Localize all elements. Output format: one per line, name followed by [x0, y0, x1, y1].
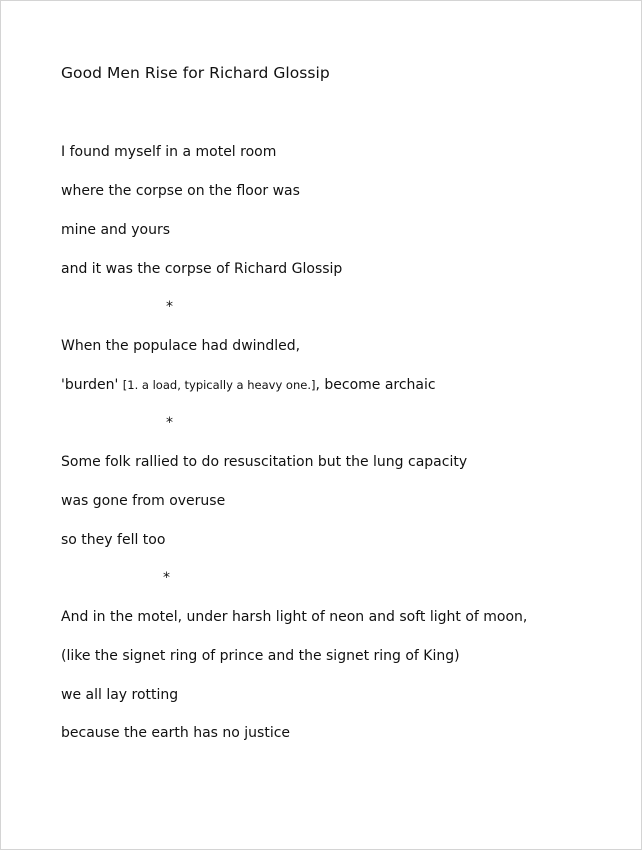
poem-line — [61, 377, 436, 393]
poem-line: And in the motel, under harsh light of neon and soft light of moon, — [61, 609, 528, 625]
poem-line: mine and yours — [61, 222, 171, 238]
poem-line: we all lay rotting — [61, 687, 179, 703]
poem-line: (like the signet ring of prince and the signet ring of King) — [61, 648, 460, 664]
poem-line: so they fell too — [61, 532, 166, 548]
section-separator: * — [163, 570, 170, 586]
poem-title: Good Men Rise for Richard Glossip — [61, 64, 330, 82]
definition-note: [1. a load, typically a heavy one.] — [122, 378, 316, 392]
poem-line: I found myself in a motel room — [61, 144, 277, 160]
poem-line: Some folk rallied to do resuscitation but the lung capacity — [61, 454, 468, 470]
poem-line: because the earth has no justice — [61, 725, 291, 741]
section-separator: * — [166, 415, 173, 431]
poem-line: where the corpse on the floor was — [61, 183, 300, 199]
poem-line: was gone from overuse — [61, 493, 226, 509]
section-separator: * — [166, 299, 173, 315]
poem-line: and it was the corpse of Richard Glossip — [61, 261, 343, 277]
poem-text: , become archaic — [315, 377, 436, 393]
poem-text: 'burden' — [61, 377, 123, 393]
poem-line: When the populace had dwindled, — [61, 338, 301, 354]
